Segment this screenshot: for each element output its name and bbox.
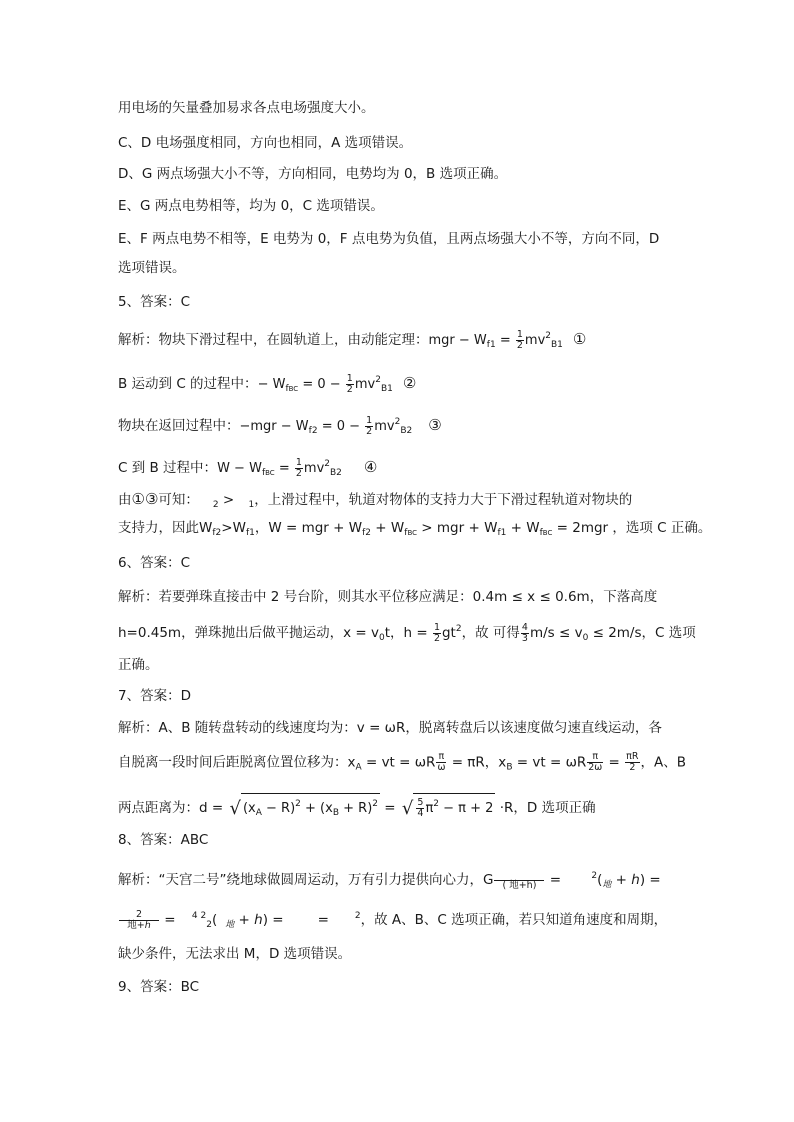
eq-subsub: BC [407, 529, 418, 537]
text: 物块在返回过程中： [118, 418, 240, 434]
eq-sub: 2 [206, 920, 212, 930]
solution-line: 缺少条件，无法求出 M，D 选项错误。 [118, 946, 352, 962]
eq-sub [404, 528, 417, 538]
text: ≤ 2m/s，C 选项 [588, 625, 696, 641]
equation [257, 373, 393, 395]
numerator: 1 [346, 373, 353, 384]
denominator: 2 [629, 762, 636, 773]
eq-sub: f [261, 468, 266, 478]
text-line: D、G 两点场强大小不等，方向相同，电势均为 0，B 选项正确。 [118, 166, 508, 182]
denominator: 4 [417, 808, 424, 819]
eq-sub: B1 [551, 340, 563, 350]
numerator: πR [626, 751, 639, 762]
text: ·R，D 选项正确 [495, 800, 596, 816]
numerator: 5 [417, 797, 424, 808]
solution-line [118, 454, 377, 483]
fraction [521, 623, 529, 644]
eq-part: = 0 − [298, 377, 345, 392]
text: = vt = ωR [512, 754, 587, 771]
eq-sub: 1 [248, 500, 255, 510]
text: t，h = [384, 625, 432, 641]
text: = [545, 872, 566, 888]
eq-sub [285, 384, 298, 394]
solution-line [118, 412, 442, 441]
text: ，故 可得 [461, 625, 520, 641]
sqrt-icon: √ [401, 798, 414, 819]
eq-sub: A [255, 808, 262, 818]
sqrt-body [413, 793, 495, 819]
text: 解析：物块下滑过程中，在圆轨道上，由动能定理： [118, 332, 429, 348]
eq-sub: f [404, 528, 408, 538]
fraction [516, 330, 524, 351]
eq-part: W − W [217, 461, 262, 476]
eq-sup: 2 [375, 375, 381, 385]
denominator: 2 [516, 340, 523, 351]
eq-sub [262, 468, 275, 478]
text: 两点距离为：d = [118, 800, 228, 816]
text: 自脱离一段时间后距脱离位置位移为：x [118, 754, 356, 771]
eq-sup: 2 [591, 871, 598, 881]
circled-number: ① [572, 330, 587, 348]
text: > mgr + W [417, 520, 498, 536]
answer-heading: 5、答案：C [118, 294, 191, 310]
eq-sub: 地 [602, 880, 612, 890]
eq-sub: B [506, 762, 513, 773]
numerator: 1 [366, 415, 373, 426]
sqrt-icon: √ [229, 798, 241, 819]
eq-part: = 0 − [317, 419, 365, 434]
eq-subsub: BC [542, 529, 553, 537]
equation [239, 415, 413, 437]
numerator: 1 [516, 329, 523, 340]
solution-line [118, 906, 667, 935]
sqrt-body [241, 793, 380, 823]
eq-sub: B2 [330, 468, 342, 478]
text: = vt = ωR [361, 754, 436, 771]
solution-line: 解析：A、B 随转盘转动的线速度均为：v = ωR，脱离转盘后以该速度做匀速直线运动，各 [118, 720, 662, 736]
eq-part: = [495, 333, 515, 348]
numerator [494, 870, 544, 881]
eq-sub: 0 [582, 633, 589, 643]
eq-sup: 2 [433, 799, 440, 809]
eq-part: mv [524, 333, 546, 348]
eq-sub: 0 [378, 633, 385, 643]
numerator: 1 [295, 457, 302, 468]
numerator: 2 [119, 910, 159, 921]
fraction [587, 752, 603, 773]
solution-line [118, 370, 416, 399]
fraction [416, 798, 424, 819]
eq-sup: 2 [372, 799, 379, 809]
eq-part: − π + 2 [439, 801, 494, 816]
eq-sub: 地 [225, 920, 235, 930]
eq-part: + R) [339, 801, 373, 816]
eq-sub: f [539, 528, 543, 538]
numerator: π [587, 752, 603, 763]
eq-part: mv [303, 461, 325, 476]
eq-sub: f2 [212, 528, 222, 538]
answer-heading: 9、答案：BC [118, 979, 200, 995]
text: m/s ≤ v [529, 625, 583, 641]
solution-line: 正确。 [118, 657, 159, 673]
answer-heading: 8、答案：ABC [118, 832, 209, 848]
solution-line [118, 793, 596, 823]
text: gt [441, 625, 456, 641]
eq-sup: 2 [545, 331, 551, 341]
solution-line: 解析：若要弹珠直接击中 2 号台阶，则其水平位移应满足：0.4m ≤ x ≤ 0.6m，下落高度 [118, 589, 658, 605]
text: 支持力，因此W [118, 520, 213, 536]
eq-subsub: BC [265, 469, 275, 477]
text: ，W = mgr + W [254, 520, 363, 536]
text-line: 选项错误。 [118, 260, 186, 276]
eq-sup: 2 [455, 624, 462, 634]
eq-sub: 2 [212, 500, 219, 510]
denominator: 地+ℎ [127, 919, 151, 931]
denominator: 2ω [588, 762, 603, 773]
numerator: π [436, 752, 446, 763]
eq-part: mv [374, 419, 395, 434]
text: 解析：“天宫二号”绕地球做圆周运动，万有引力提供向心力，G [118, 872, 494, 888]
denominator: 2 [346, 384, 353, 395]
equation [428, 329, 563, 351]
circled-number: ② [402, 374, 417, 392]
solution-line [118, 489, 632, 515]
denominator: ω [437, 762, 446, 773]
denominator: 3 [521, 632, 528, 644]
eq-sub [540, 528, 553, 538]
eq-sup: 2 [295, 799, 301, 809]
text: >W [221, 520, 246, 536]
text: = [160, 912, 180, 928]
text-line: E、F 两点电势不相等，E 电势为 0，F 点电势为负值，且两点场强大小不等，方向不同，D [118, 231, 660, 247]
eq-sub: f2 [308, 426, 318, 436]
eq-part: −mgr − W [239, 419, 309, 434]
eq-subsub: BC [288, 385, 299, 393]
circled-number: ④ [363, 458, 378, 476]
eq-part: + (x [300, 801, 333, 816]
eq-part: mv [354, 377, 376, 392]
eq-sup: 2 [354, 911, 361, 921]
fraction [494, 870, 544, 891]
answer-heading: 6、答案：C [118, 555, 191, 571]
eq-part: (x [242, 801, 256, 816]
text: + W [371, 520, 405, 536]
text: + ℎ) = [611, 872, 661, 888]
equation [217, 457, 342, 479]
eq-sub: A [355, 762, 362, 773]
text: 可知： [158, 492, 199, 508]
fraction [436, 752, 446, 773]
text: ，上滑过程中，轨道对物体的支持力大于下滑过程轨道对物块的 [254, 492, 633, 508]
eq-sub: B1 [380, 384, 393, 394]
eq-part: mgr − W [428, 333, 487, 348]
numerator: 4 [521, 621, 528, 633]
eq-part: > [218, 492, 239, 508]
text: 由 [118, 492, 132, 508]
text: ( [211, 912, 218, 928]
eq-sub: B2 [400, 426, 413, 436]
text: + W [506, 520, 540, 536]
eq-sub: f1 [486, 340, 496, 350]
text: = [317, 912, 329, 928]
circled-number: ① [131, 490, 145, 508]
solution-line [118, 518, 711, 543]
text: = [604, 754, 625, 771]
eq-part: − R) [261, 801, 296, 816]
eq-sup: 2 [324, 459, 330, 469]
text-line: E、G 两点电势相等，均为 0，C 选项错误。 [118, 198, 384, 214]
fraction [119, 910, 159, 931]
text: + ℎ) = [234, 912, 284, 928]
eq-sup: 2 [200, 911, 207, 921]
solution-line [118, 752, 686, 778]
text-line: C、D 电场强度相同，方向也相同，A 选项错误。 [118, 135, 413, 151]
circled-number: ③ [428, 416, 442, 434]
eq-part: − W [257, 377, 286, 392]
eq-sub: f [285, 384, 289, 394]
text-line: 用电场的矢量叠加易求各点电场强度大小。 [118, 100, 375, 116]
denominator: 2 [366, 426, 373, 437]
fraction [433, 623, 441, 644]
denominator: 2 [433, 632, 440, 644]
text: C 到 B 过程中： [118, 460, 218, 476]
text: ，故 A、B、C 选项正确，若只知道角速度和周期， [360, 912, 668, 928]
eq-sup: 2 [394, 417, 401, 427]
eq-part: π [425, 801, 434, 816]
text: B 运动到 C 的过程中： [118, 376, 258, 392]
eq-sub: B [332, 808, 340, 818]
denominator: ( 地+h) [502, 879, 537, 891]
text: = [380, 800, 400, 816]
eq-sub: f1 [245, 528, 255, 538]
circled-number: ③ [144, 490, 159, 508]
eq-part: = [274, 461, 294, 476]
fraction [365, 416, 373, 437]
text: ，A、B [640, 754, 686, 771]
answer-heading: 7、答案：D [118, 688, 191, 704]
eq-sup: 4 2 [191, 911, 207, 921]
denominator: 2 [295, 468, 302, 479]
text: h=0.45m，弹珠抛出后做平抛运动，x = v [118, 625, 379, 641]
eq-sub: f2 [362, 528, 372, 538]
solution-line [118, 326, 586, 355]
solution-line [118, 866, 661, 895]
fraction [295, 458, 303, 479]
numerator: 1 [433, 621, 440, 633]
text: = πR，x [447, 754, 507, 771]
fraction [346, 374, 354, 395]
solution-line [118, 619, 696, 648]
text: = 2mgr ，选项 C 正确。 [552, 520, 712, 536]
fraction [625, 752, 639, 773]
text: ( [597, 872, 603, 888]
eq-sub: f1 [497, 528, 507, 538]
